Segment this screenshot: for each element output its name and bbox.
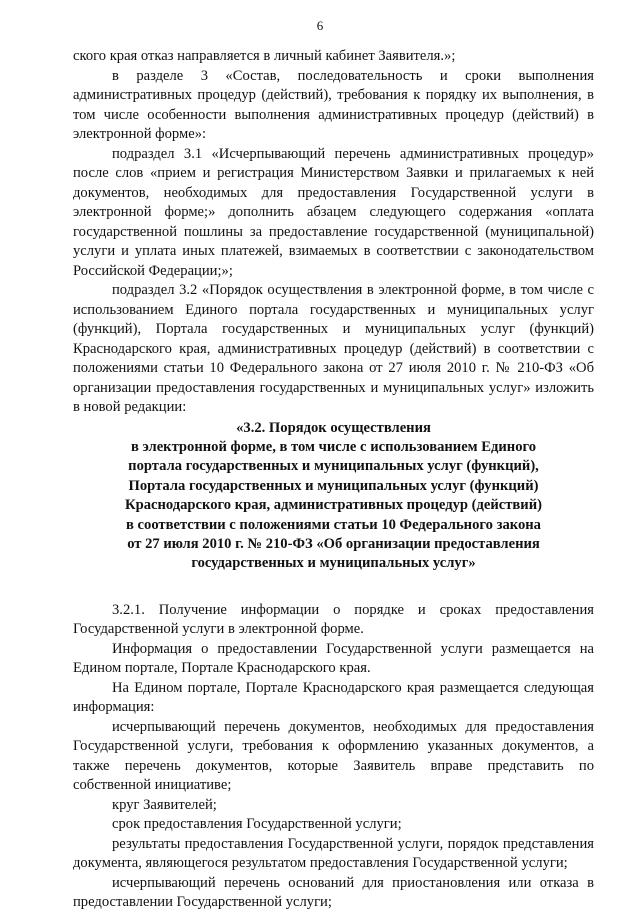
paragraph: в разделе 3 «Состав, последовательность и сроки выполнения административных процедур (действий), требования к порядку их выполнения, в том числе особенности выполнения административных процедур (действий) в электронной форме»: — [73, 67, 594, 142]
list-item: результаты предоставления Государственной услуги, порядок представления документа, являющегося результатом предоставления Государственной услуги; — [73, 835, 594, 872]
paragraph: Информация о предоставлении Государственной услуги размещается на Едином портале, Портале Краснодарского края. — [73, 640, 594, 677]
heading-line: Краснодарского края, административных процедур (действий) — [125, 497, 542, 514]
page-number: 6 — [316, 18, 324, 33]
heading-line: в электронной форме, в том числе с использованием Единого — [130, 438, 537, 455]
spacer — [73, 574, 594, 601]
list-item: срок предоставления Государственной услуги; — [112, 816, 402, 833]
list-item: круг Заявителей; — [112, 796, 217, 813]
paragraph: подраздел 3.1 «Исчерпывающий перечень административных процедур» после слов «прием и регистрация Министерством Заявки и прилагаемых к ней документов, необходимых для предоставления Государственной услуги в электронной форме;» дополнить абзацем следующего содержания «оплата государственной пошлины за предоставление государственной (муниципальной) услуги и уплата иных платежей, взимаемых в соответствии с законодательством Российской Федерации;»; — [73, 145, 594, 279]
heading-line: от 27 июля 2010 г. № 210-ФЗ «Об организации предоставления — [127, 535, 540, 552]
heading-line: портала государственных и муниципальных услуг (функций), — [128, 458, 539, 475]
document-body — [73, 47, 594, 913]
section-heading — [73, 419, 594, 574]
list-item: исчерпывающий перечень оснований для приостановления или отказа в предоставлении Государственной услуги; — [73, 874, 594, 911]
paragraph: ского края отказ направляется в личный кабинет Заявителя.»; — [73, 48, 456, 64]
paragraph: 3.2.1. Получение информации о порядке и сроках предоставления Государственной услуги в электронной форме. — [73, 601, 594, 638]
heading-line: в соответствии с положениями статьи 10 Федерального закона — [126, 516, 541, 533]
paragraph: подраздел 3.2 «Порядок осуществления в электронной форме, в том числе с использованием Единого портала государственных и муниципальных услуг (функций), Портала государственных и муниципальных услуг (функций) Краснодарского края, административных процедур (действий) в соответствии с положениями статьи 10 Федерального закона от 27 июля 2010 г. № 210-ФЗ «Об организации предоставления государственных и муниципальных услуг» изложить в новой редакции: — [73, 282, 594, 415]
heading-line: государственных и муниципальных услуг» — [191, 555, 476, 572]
paragraph: На Едином портале, Портале Краснодарского края размещается следующая информация: — [73, 679, 594, 716]
heading-line: Портала государственных и муниципальных услуг (функций) — [128, 477, 539, 494]
heading-line: «3.2. Порядок осуществления — [236, 419, 431, 436]
list-item: исчерпывающий перечень документов, необходимых для предоставления Государственной услуги, требования к оформлению указанных документов, а также перечень документов, которые Заявитель вправе представить по собственной инициативе; — [73, 718, 594, 794]
